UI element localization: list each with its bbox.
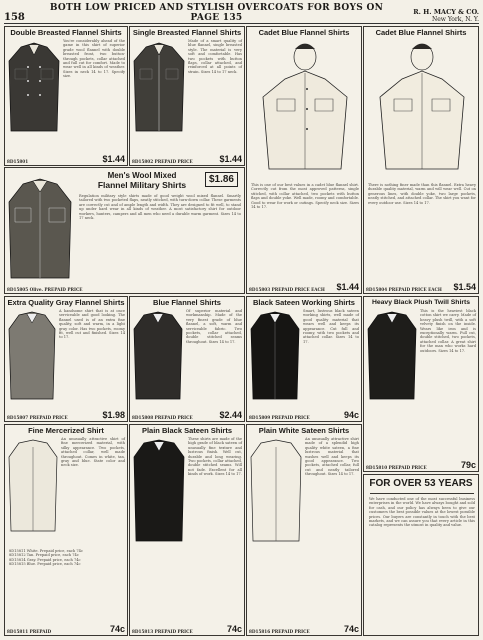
product-code: 8D15810 PREPAID PRICE: [366, 465, 427, 470]
product-title: Fine Mercerized Shirt: [28, 426, 104, 435]
product-description: Made of a smart quality of blue flannel, single breasted style. The material is very soft and comfortable. Has two pockets with button flaps, collar attached, and reinforced at all points of strain. Sizes 14 to 17 neck.: [188, 39, 242, 74]
product-price: 79c: [460, 460, 476, 470]
product-price: 74c: [109, 624, 125, 634]
black-plush-twill-block: [363, 296, 479, 472]
product-description: You're considerably ahead of the game in this shirt of superior grade wool flannel with double breasted front, two button-through pockets, collar attached and full cut for comfort. Made to wear well in all kinds of weather. Sizes in neck 14 to 17. Specify size.: [63, 39, 125, 79]
shirt-illustration: [366, 309, 418, 405]
cadet-blue-flannel-block-2: [363, 26, 479, 294]
page-number: 158: [4, 12, 25, 23]
product-title: Cadet Blue Flannel Shirts: [258, 28, 350, 37]
military-price-box: $1.86: [205, 172, 238, 187]
product-price: $1.44: [102, 154, 125, 164]
product-code: 8D15808 PREPAID PRICE: [132, 415, 193, 420]
military-title-line1: Men's Wool Mixed: [107, 171, 177, 180]
product-description: This is one of our best values in a cadet blue flannel shirt. Correctly cut from the most approved patterns, single stitched, with collar attached, two pockets with button flaps and double yoke. Well made, roomy and comfortable. Good to wear for work or outings. Specify neck size. Sizes 14 to 17.: [251, 183, 359, 210]
product-price: $1.44: [219, 154, 242, 164]
product-title: Blue Flannel Shirts: [153, 298, 221, 307]
product-price: $1.98: [102, 410, 125, 420]
shirt-illustration: [132, 39, 186, 139]
product-title: Black Sateen Working Shirts: [253, 298, 355, 307]
product-code: 8D15807 PREPAID PRICE: [7, 415, 68, 420]
ad-body: We have conducted one of the most successful business enterprises in the world. We have always bought and sold for cash, and our policy has always been to give our customers the best possible values at the lowest possible prices. Our buyers are constantly in touch with the best markets, and we can assure you that every article in this catalog represents the utmost in quality and value.: [369, 497, 475, 528]
product-description: A handsome shirt that is at once serviceable and good looking. The flannel used is of an extra fine quality, soft and warm, in a light gray color. Has two pockets, roomy fit, well cut and finished. Sizes 14 to 17.: [59, 309, 125, 340]
product-price: $2.44: [219, 410, 242, 420]
plain-white-sateen-block: [246, 424, 362, 636]
shirt-illustration: [7, 174, 73, 284]
product-code: 8D15811 PREPAID: [7, 629, 52, 634]
product-price: 74c: [226, 624, 242, 634]
company-name: [399, 9, 479, 23]
product-code: 8D15802 PREPAID PRICE: [132, 159, 193, 164]
product-description: There is nothing finer made than this flannel. Extra heavy durable quality material, warm and will wear well. Cut on generous lines, with double yoke, two large pockets, neatly stitched, and attached collar. The shirt you want for every outdoor use. Sizes 14 to 17.: [368, 183, 476, 205]
shirt-illustration: [7, 437, 59, 537]
product-title: Double Breasted Flannel Shirts: [10, 28, 122, 37]
man-in-shirt-illustration: [255, 39, 355, 179]
product-title: Single Breasted Flannel Shirts: [132, 28, 242, 37]
header-banner: BOTH LOW PRICED AND STYLISH OVERCOATS FOR BOYS ON PAGE 135: [49, 3, 384, 23]
shirt-illustration: [249, 309, 301, 405]
shirt-illustration: [7, 39, 61, 139]
ad-divider: [370, 493, 474, 494]
shirt-illustration: [249, 437, 303, 547]
product-price: $1.44: [336, 282, 359, 292]
product-code: 8D15803 PREPAID PRICE EACH: [249, 287, 325, 292]
military-flannel-block: [4, 167, 245, 294]
macy-ad-block: [363, 474, 479, 636]
ad-title: FOR OVER 53 YEARS: [369, 478, 473, 489]
product-code: 8D15801: [7, 159, 29, 164]
product-title: Cadet Blue Flannel Shirts: [375, 28, 467, 37]
man-in-shirt-illustration: [372, 39, 472, 179]
product-description: An unusually attractive shirt made of a splendid high quality white sateen, a fine lustrous material that washes well and keeps its good appearance. Two pockets, attached collar, full cut and neatly tailored throughout. Sizes 14 to 17.: [305, 437, 359, 477]
single-breasted-flannel-block: [129, 26, 245, 166]
product-title: Plain Black Sateen Shirts: [141, 426, 233, 435]
product-price: $1.54: [453, 282, 476, 292]
product-code: 8D15809 PREPAID PRICE: [249, 415, 310, 420]
gray-flannel-block: [4, 296, 128, 422]
product-code: 8D15816 PREPAID PRICE: [249, 629, 310, 634]
mercerized-block: [4, 424, 128, 636]
blue-flannel-block: [129, 296, 245, 422]
product-title: Heavy Black Plush Twill Shirts: [371, 299, 471, 306]
shirt-illustration: [132, 437, 186, 547]
product-description: Smart, lustrous black sateen working shirts, well made of good quality material that wears well and keeps its appearance. Cut full and roomy, with two pockets and attached collar. Sizes 14 to 17.: [303, 309, 359, 344]
double-breasted-flannel-block: [4, 26, 128, 166]
product-description: These shirts are made of the high grade of black sateen of unusually fine texture and lustrous finish. Well cut, durable and long wearing. Two pockets, collar attached, double stitched seams. Will not fade. Excellent for all kinds of work. Sizes 14 to 17.: [188, 437, 242, 477]
product-description: Regulation military style shirts made of good weight wool mixed flannel. Smartly tailored with two pocketed flaps, neatly stitched, with turn-down collar. These garments are correctly cut and of ample length and width. They are designed to fit well, to stand up under hard wear in all kinds of weather. A most satisfactory shirt for outdoor workers, hunters, campers and all men who need a durable warm garment. Sizes 14 to 17 neck.: [79, 194, 241, 221]
shirt-illustration: [7, 309, 57, 405]
page-header: [4, 4, 479, 24]
black-sateen-working-block: [246, 296, 362, 422]
product-code: 8D15805 Olive. PREPAID PRICE: [7, 287, 83, 292]
cadet-blue-flannel-block-1: [246, 26, 362, 294]
product-description: This is the heaviest black cotton shirt we carry. Made of heavy plush twill, with a soft velvety finish on the inside. Wears like iron and is exceptionally warm. Full cut, double stitched, two pockets, attached collar. A great shirt for the man who works hard outdoors. Sizes 14 to 17.: [420, 309, 476, 353]
plain-black-sateen-block: [129, 424, 245, 636]
product-description: An unusually attractive shirt of fine mercerized material, with silky appearance. Two pockets, attached collar, well made throughout. Comes in white, tan, gray and blue. State color and neck size.: [61, 437, 125, 468]
shirt-illustration: [132, 309, 184, 405]
military-title-line2: Flannel Military Shirts: [97, 180, 187, 190]
product-code: 8D15804 PREPAID PRICE EACH: [366, 287, 442, 292]
product-code: 8D15813 PREPAID PRICE: [132, 629, 193, 634]
product-title: Plain White Sateen Shirts: [258, 426, 350, 435]
product-description: Of superior material and workmanship. Made of the very finest grade of blue flannel, a soft, warm and serviceable fabric. Two pockets, collar attached, double stitched seams throughout. Sizes 14 to 17.: [186, 309, 242, 344]
company-city: New York, N. Y.: [432, 16, 479, 23]
product-title: Extra Quality Gray Flannel Shirts: [7, 298, 125, 307]
product-price: 94c: [343, 410, 359, 420]
company-label: R. H. MACY & CO.: [413, 8, 479, 16]
product-options: 8D15811 White. Prepaid price, each 74c 8D15812 Tan. Prepaid price, each 74c 8D15814 Gray. Prepaid price, each 74c 8D15815 Blue. Prepaid price, each 74c: [9, 549, 83, 567]
product-price: 74c: [343, 624, 359, 634]
military-title: [77, 170, 207, 190]
